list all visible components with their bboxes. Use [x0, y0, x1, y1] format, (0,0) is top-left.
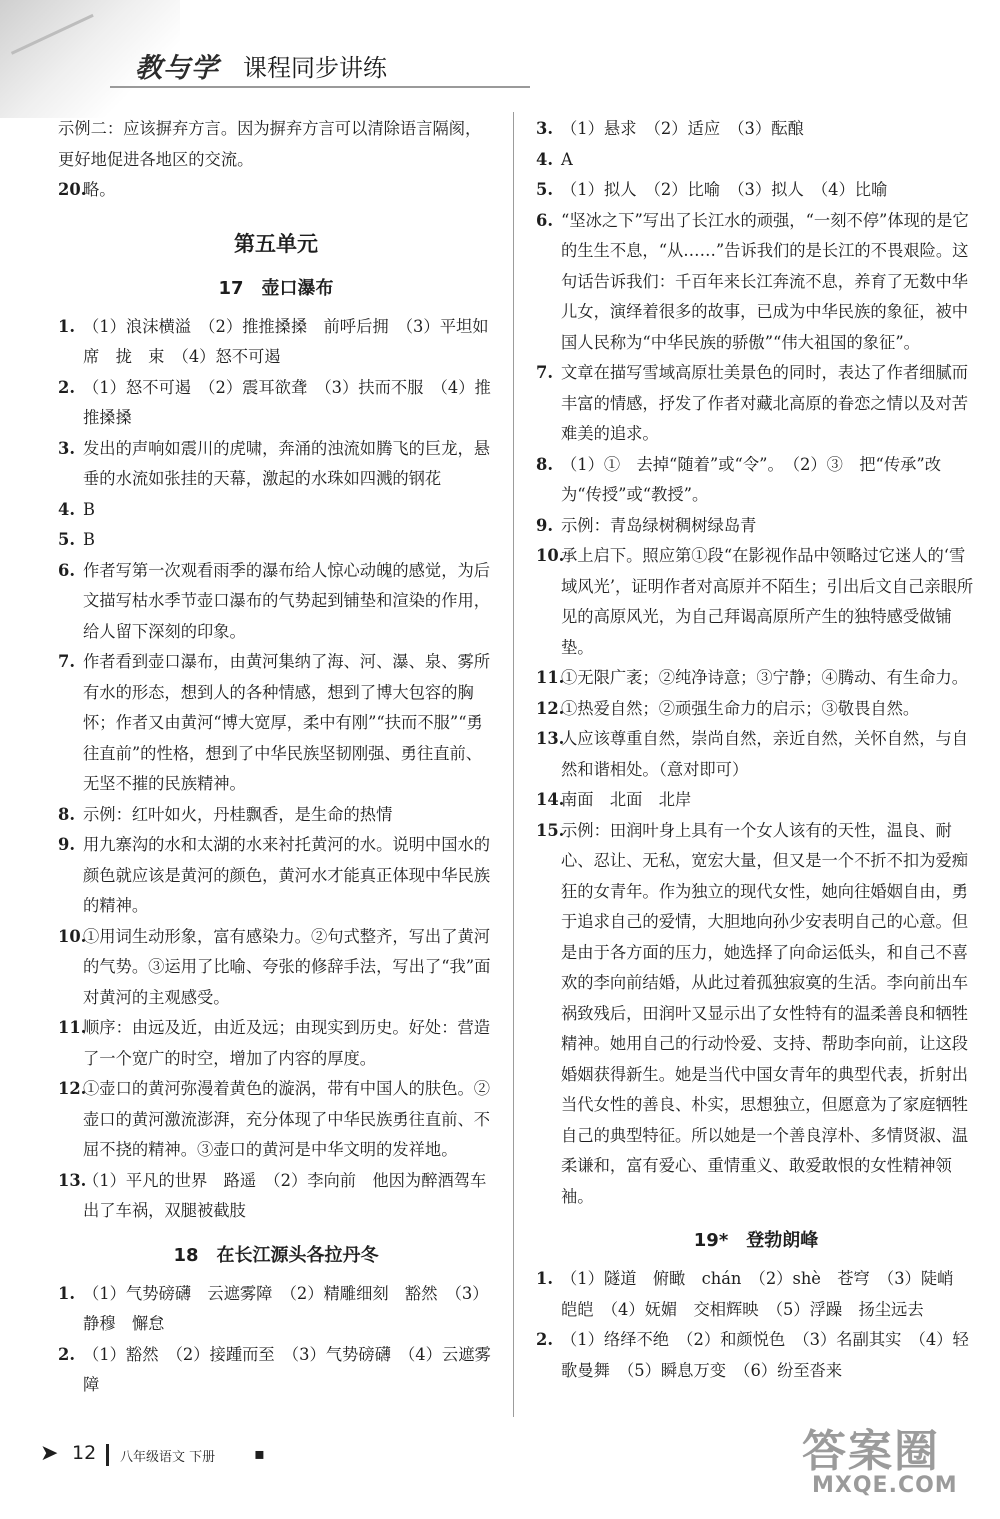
- answer-number: 13.: [536, 729, 565, 748]
- lesson-17-answers: [58, 312, 494, 1227]
- watermark-logo: 答案圈: [802, 1426, 940, 1477]
- lesson-17-title: 17 壶口瀑布: [218, 277, 334, 299]
- left-column: [58, 114, 494, 1401]
- answer-number: 5.: [536, 180, 553, 199]
- answer-text: 作者看到壶口瀑布，由黄河集纳了海、河、瀑、泉、雾所有水的形态，想到人的各种情感，想到了博大包容的胸怀；作者又由黄河“博大宽厚，柔中有刚”“扶而不服”“勇往直前”的性格，想到了中华民族坚韧刚强、勇往直前、无坚不摧的民族精神。: [83, 652, 491, 793]
- answer-text: 示例：红叶如火，丹桂飘香，是生命的热情: [83, 804, 393, 824]
- answer-item: [536, 724, 976, 785]
- answer-text: 作者写第一次观看雨季的瀑布给人惊心动魄的感觉，为后文描写枯水季节壶口瀑布的气势起到铺垫和渲染的作用，给人留下深刻的印象。: [83, 560, 491, 641]
- answer-item: [58, 1279, 494, 1340]
- answer-text: （1）浪沫横溢 （2）推推搡搡 前呼后拥 （3）平坦如席 拢 束 （4）怒不可遏: [83, 316, 489, 366]
- answer-item: [536, 1325, 976, 1386]
- answer-text: （1）气势磅礴 云遮雾障 （2）精雕细刻 豁然 （3）静穆 懈怠: [83, 1283, 489, 1333]
- answer-text: 略。: [83, 180, 116, 199]
- answer-number: 3.: [536, 119, 553, 138]
- lesson-18-answers: [58, 1279, 494, 1401]
- answer-number: 14.: [536, 790, 565, 809]
- answer-number: 2.: [536, 1330, 553, 1349]
- answer-text: （1）拟人 （2）比喻 （3）拟人 （4）比喻: [561, 180, 888, 199]
- watermark: [792, 1415, 988, 1515]
- answer-item: [536, 511, 976, 542]
- answer-item: [58, 1340, 494, 1401]
- answer-number: 2.: [58, 377, 75, 397]
- answer-item: [58, 175, 494, 206]
- answer-number: 20.: [58, 180, 87, 199]
- right-column: [536, 114, 976, 1386]
- lead-paragraph: 示例二：应该摒弃方言。因为摒弃方言可以清除语言隔阂，更好地促进各地区的交流。: [58, 119, 482, 169]
- answer-number: 6.: [58, 560, 75, 580]
- answer-item: [536, 541, 976, 663]
- answer-text: 示例：田润叶身上具有一个女人该有的天性，温良、耐心、忍让、无私，宽宏大量，但又是一个不折不扣为爱痴狂的女青年。作为独立的现代女性，她向往婚姻自由，勇于追求自己的爱情，大胆地向孙少安表明自己的心意。但是由于各方面的压力，她选择了向命运低头，和自己不喜欢的李向前结婚，从此过着孤独寂寞的生活。李向前出车祸致残后，田润叶又显示出了女性特有的温柔善良和牺牲精神。她用自己的行动怜爱、支持、帮助李向前，让这段婚姻获得新生。她是当代中国女青年的典型代表，折射出当代女性的善良、朴实，思想独立，但愿意为了家庭牺牲自己的典型特征。所以她是一个善良淳朴、多情贤淑、温柔谦和，富有爱心、重情重义、敢爱敢恨的女性精神领袖。: [561, 820, 969, 1206]
- answer-text: ①热爱自然；②顽强生命力的启示；③敬畏自然。: [561, 698, 920, 718]
- lesson-18-answers-continued: [536, 114, 976, 1212]
- answer-item: [536, 206, 976, 359]
- answer-item: [58, 922, 494, 1014]
- answer-item: [58, 1074, 494, 1166]
- answer-text: 顺序：由远及近，由近及远；由现实到历史。好处：营造了一个宽广的时空，增加了内容的厚度。: [83, 1018, 491, 1068]
- answer-text: （1）豁然 （2）接踵而至 （3）气势磅礴 （4）云遮雾障: [83, 1344, 491, 1394]
- answer-number: 5.: [58, 530, 75, 549]
- answer-item: [58, 434, 494, 495]
- answer-number: 1.: [58, 1283, 75, 1303]
- answer-text: 承上启下。照应第①段“在影视作品中领略过它迷人的‘雪域风光’，证明作者对高原并不陌生；引出后文自己亲眼所见的高原风光，为自己拜谒高原所产生的独特感受做铺垫。: [561, 546, 974, 657]
- answer-item: [58, 830, 494, 922]
- answer-number: 4.: [58, 499, 75, 519]
- answer-number: 9.: [536, 515, 553, 535]
- answer-text: （1）隧道 俯瞰 chán （2）shè 苍穹 （3）陡峭 皑皑 （4）妩媚 交相辉映 （5）浮躁 扬尘远去: [561, 1269, 970, 1319]
- answer-text: A: [561, 149, 573, 169]
- answer-number: 2.: [58, 1344, 75, 1364]
- answer-number: 8.: [58, 804, 75, 824]
- answer-item: [536, 1264, 976, 1325]
- watermark-url: MXQE.COM: [812, 1473, 958, 1498]
- answer-text: （1）平凡的世界 路遥 （2）李向前 他因为醉酒驾车出了车祸，双腿被截肢: [83, 1170, 487, 1220]
- answer-item: [58, 1013, 494, 1074]
- answer-item: [536, 114, 976, 145]
- answer-text: （1）① 去掉“随着”或“令”。 （2）③ 把“传承”改为“传授”或“教授”。: [561, 454, 941, 504]
- lesson-19-title: 19* 登勃朗峰: [693, 1230, 819, 1251]
- answer-item: [536, 785, 976, 816]
- answer-text: 用九寨沟的水和太湖的水来衬托黄河的水。说明中国水的颜色就应该是黄河的颜色，黄河水才能真正体现中华民族的精神。: [83, 835, 491, 915]
- answer-text: B: [83, 499, 95, 519]
- answer-item: [58, 495, 494, 526]
- lesson-19-answers: [536, 1264, 976, 1386]
- answer-number: 13.: [58, 1170, 87, 1190]
- answer-text: B: [83, 530, 95, 549]
- answer-number: 4.: [536, 149, 553, 169]
- answer-number: 15.: [536, 820, 565, 840]
- answer-text: 文章在描写雪域高原壮美景色的同时，表达了作者细腻而丰富的情感，抒发了作者对藏北高原的眷恋之情以及对苦难美的追求。: [561, 363, 969, 443]
- answer-number: 8.: [536, 454, 553, 474]
- answer-number: 9.: [58, 835, 75, 854]
- unit-title: 第五单元: [234, 231, 318, 256]
- footer-bar: [106, 1444, 109, 1466]
- answer-item: [58, 647, 494, 800]
- footer-dot: ▪: [254, 1444, 265, 1463]
- page-header: [0, 0, 1000, 118]
- book-label: 八年级语文 下册: [120, 1450, 216, 1465]
- header-rule: [110, 86, 530, 88]
- answer-text: （1）怒不可遏 （2）震耳欲聋 （3）扶而不服 （4）推推搡搡: [83, 377, 491, 427]
- answer-number: 3.: [58, 438, 75, 458]
- answer-text: 南面 北面 北岸: [561, 790, 692, 809]
- answer-number: 11.: [536, 668, 565, 687]
- answer-item: [536, 694, 976, 725]
- page-footer: [40, 1438, 440, 1478]
- answer-text: 发出的声响如震川的虎啸，奔涌的浊流如腾飞的巨龙，悬垂的水流如张挂的天幕，激起的水珠如四溅的钢花: [83, 438, 491, 488]
- left-lead-items: [58, 175, 494, 206]
- column-divider: [513, 112, 514, 1417]
- answer-item: [58, 373, 494, 434]
- answer-number: 10.: [58, 926, 87, 946]
- answer-item: [58, 525, 494, 556]
- answer-text: ①壶口的黄河弥漫着黄色的漩涡，带有中国人的肤色。②壶口的黄河激流澎湃，充分体现了中华民族勇往直前、不屈不挠的精神。③壶口的黄河是中华文明的发祥地。: [83, 1079, 491, 1159]
- answer-item: [58, 556, 494, 648]
- answer-text: 示例：青岛绿树稠树绿岛青: [561, 515, 757, 535]
- answer-text: 人应该尊重自然，崇尚自然，亲近自然，关怀自然，与自然和谐相处。（意对即可）: [561, 729, 969, 779]
- answer-text: ①用词生动形象，富有感染力。②句式整齐，写出了黄河的气势。③运用了比喻、夸张的修辞手法，写出了“我”面对黄河的主观感受。: [83, 926, 491, 1007]
- answer-item: [58, 312, 494, 373]
- answer-item: [536, 450, 976, 511]
- series-title: 课程同步讲练: [243, 54, 387, 82]
- answer-number: 12.: [536, 698, 565, 718]
- answer-text: （1）络绎不绝 （2）和颜悦色 （3）名副其实 （4）轻歌曼舞 （5）瞬息万变 （6）纷至沓来: [561, 1330, 969, 1380]
- arrow-icon: ➤: [40, 1441, 59, 1466]
- answer-number: 1.: [58, 316, 75, 336]
- answer-number: 10.: [536, 546, 565, 565]
- answer-item: [536, 663, 976, 694]
- answer-item: [536, 358, 976, 450]
- page-number: 12: [72, 1442, 97, 1464]
- answer-item: [536, 145, 976, 176]
- answer-number: 7.: [536, 363, 553, 382]
- lesson-18-title: 18 在长江源头各拉丹冬: [173, 1244, 379, 1266]
- answer-text: （1）悬求 （2）适应 （3）酝酿: [561, 119, 804, 138]
- answer-number: 11.: [58, 1018, 87, 1037]
- left-lead-text: [58, 114, 494, 175]
- answer-text: “坚冰之下”写出了长江水的顽强，“一刻不停”体现的是它的生生不息，“从……”告诉我们的是长江的不畏艰险。这句话告诉我们：千百年来长江奔流不息，养育了无数中华儿女，演绎着很多的故事，已成为中华民族的象征，被中国人民称为“中华民族的骄傲”“伟大祖国的象征”。: [561, 210, 969, 352]
- answer-number: 1.: [536, 1269, 553, 1288]
- answer-number: 7.: [58, 652, 75, 671]
- answer-number: 6.: [536, 210, 553, 230]
- answer-number: 12.: [58, 1079, 87, 1098]
- answer-item: [58, 800, 494, 831]
- answer-item: [58, 1166, 494, 1227]
- answer-item: [536, 175, 976, 206]
- brand-logo: 教与学: [135, 53, 219, 84]
- answer-text: ①无限广袤；②纯净诗意；③宁静；④腾动、有生命力。: [561, 668, 969, 687]
- answer-item: [536, 816, 976, 1213]
